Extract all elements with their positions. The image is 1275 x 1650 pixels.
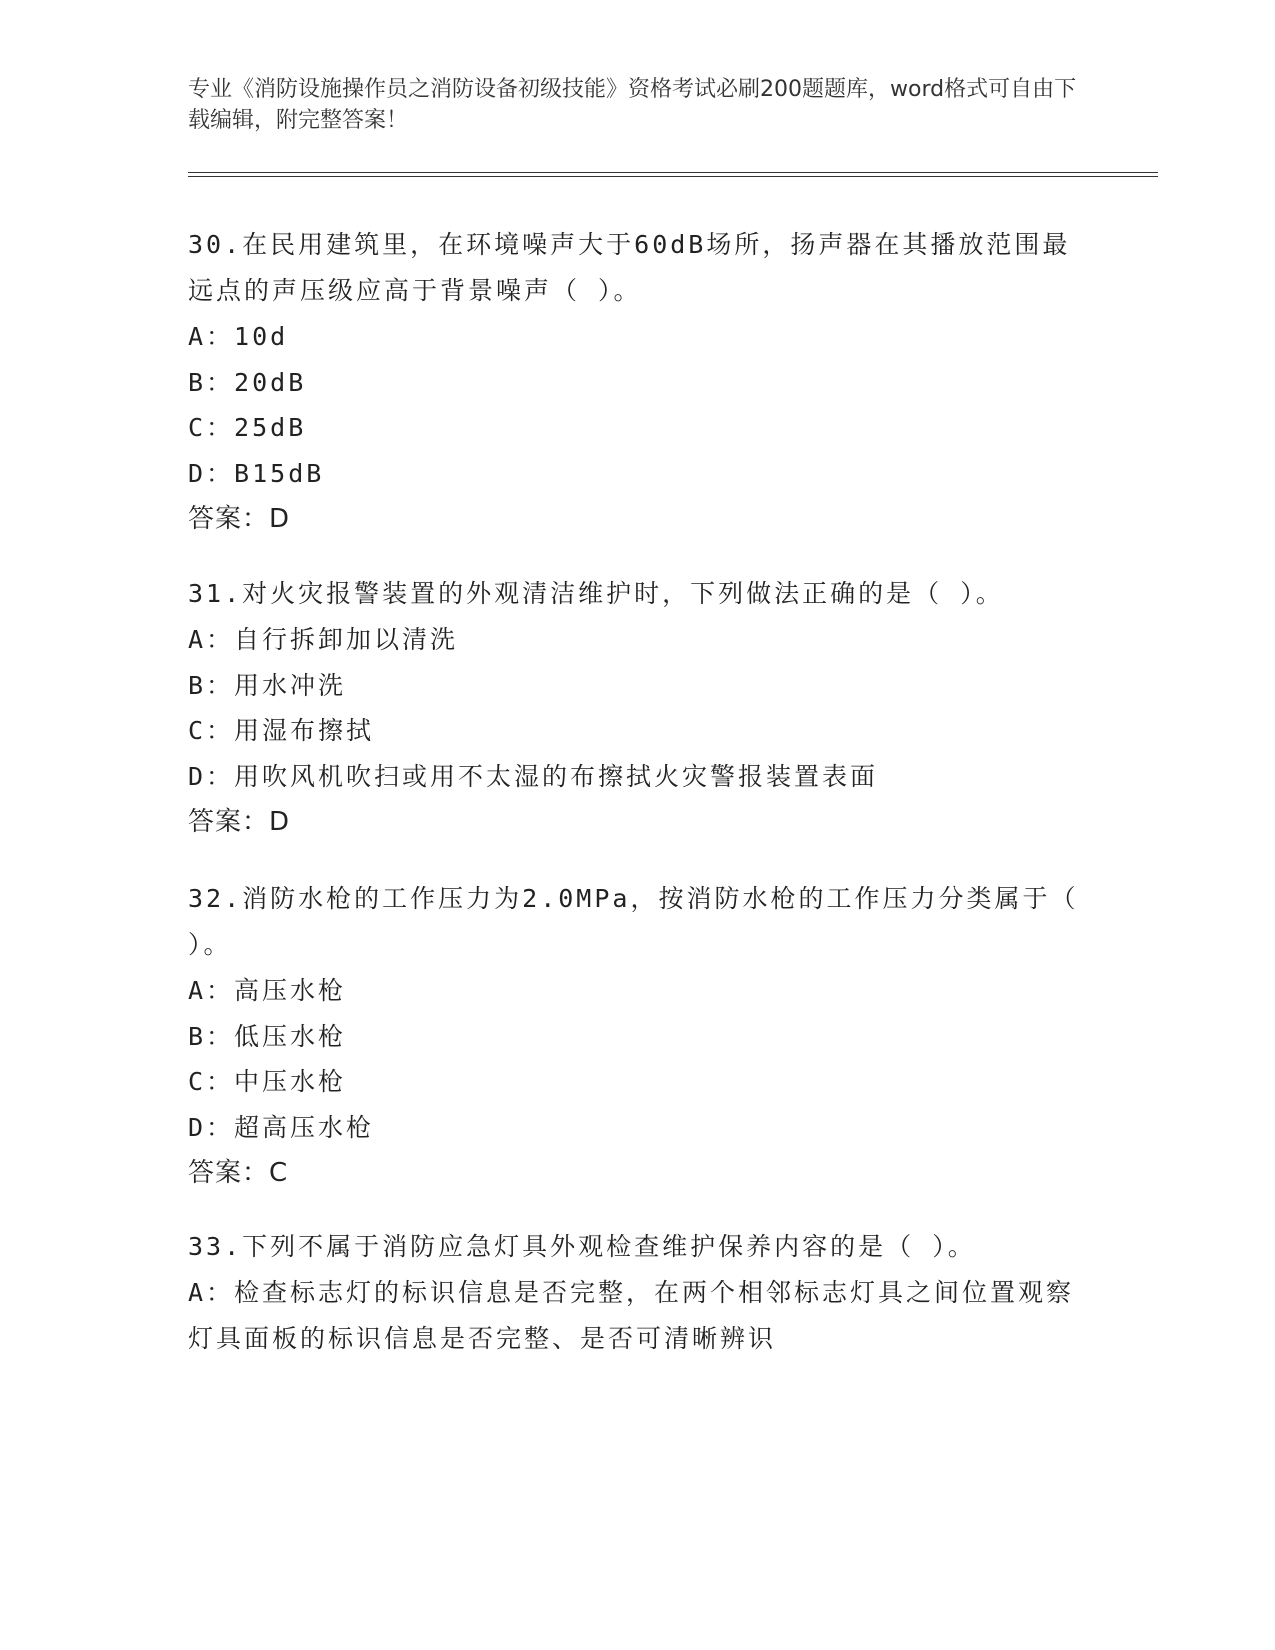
question-stem: 30.在民用建筑里，在环境噪声大于60dB场所，扬声器在其播放范围最远点的声压级应高于背景噪声（ ）。 xyxy=(188,230,1071,305)
option-a: A：检查标志灯的标识信息是否完整，在两个相邻标志灯具之间位置观察灯具面板的标识信息是否完整、是否可清晰辨识 xyxy=(188,1278,1075,1353)
answer: 答案：C xyxy=(188,1158,289,1188)
option-d: D：B15dB xyxy=(188,458,325,488)
option-b: B：低压水枪 xyxy=(188,1021,347,1051)
option-a: A：高压水枪 xyxy=(188,976,347,1005)
option-c: C：25dB xyxy=(188,413,307,442)
question-stem: 31.对火灾报警装置的外观清洁维护时，下列做法正确的是（ ）。 xyxy=(188,579,1004,608)
option-c: C：用湿布擦拭 xyxy=(188,716,375,745)
option-a: A：10d xyxy=(188,322,289,351)
question-stem: 33.下列不属于消防应急灯具外观检查维护保养内容的是（ ）。 xyxy=(188,1232,976,1261)
question-stem: 32.消防水枪的工作压力为2.0MPa，按消防水枪的工作压力分类属于（ ）。 xyxy=(188,884,1079,959)
option-b: B：用水冲洗 xyxy=(188,670,347,700)
option-a: A：自行拆卸加以清洗 xyxy=(188,625,459,654)
question-33 xyxy=(188,1224,1088,1361)
question-31 xyxy=(188,571,1088,845)
option-b: B：20dB xyxy=(188,367,307,397)
header-rule-top xyxy=(188,172,1158,173)
document-header: 专业《消防设施操作员之消防设备初级技能》资格考试必刷200题题库，word格式可自由下载编辑，附完整答案！ xyxy=(188,77,1077,133)
question-32 xyxy=(188,876,1088,1196)
option-d: D：用吹风机吹扫或用不太湿的布擦拭火灾警报装置表面 xyxy=(188,761,879,791)
option-c: C：中压水枪 xyxy=(188,1067,347,1096)
option-d: D：超高压水枪 xyxy=(188,1112,375,1142)
answer: 答案：D xyxy=(188,807,291,837)
question-30 xyxy=(188,222,1088,542)
header-rule-bottom xyxy=(188,176,1158,177)
answer: 答案：D xyxy=(188,504,291,534)
